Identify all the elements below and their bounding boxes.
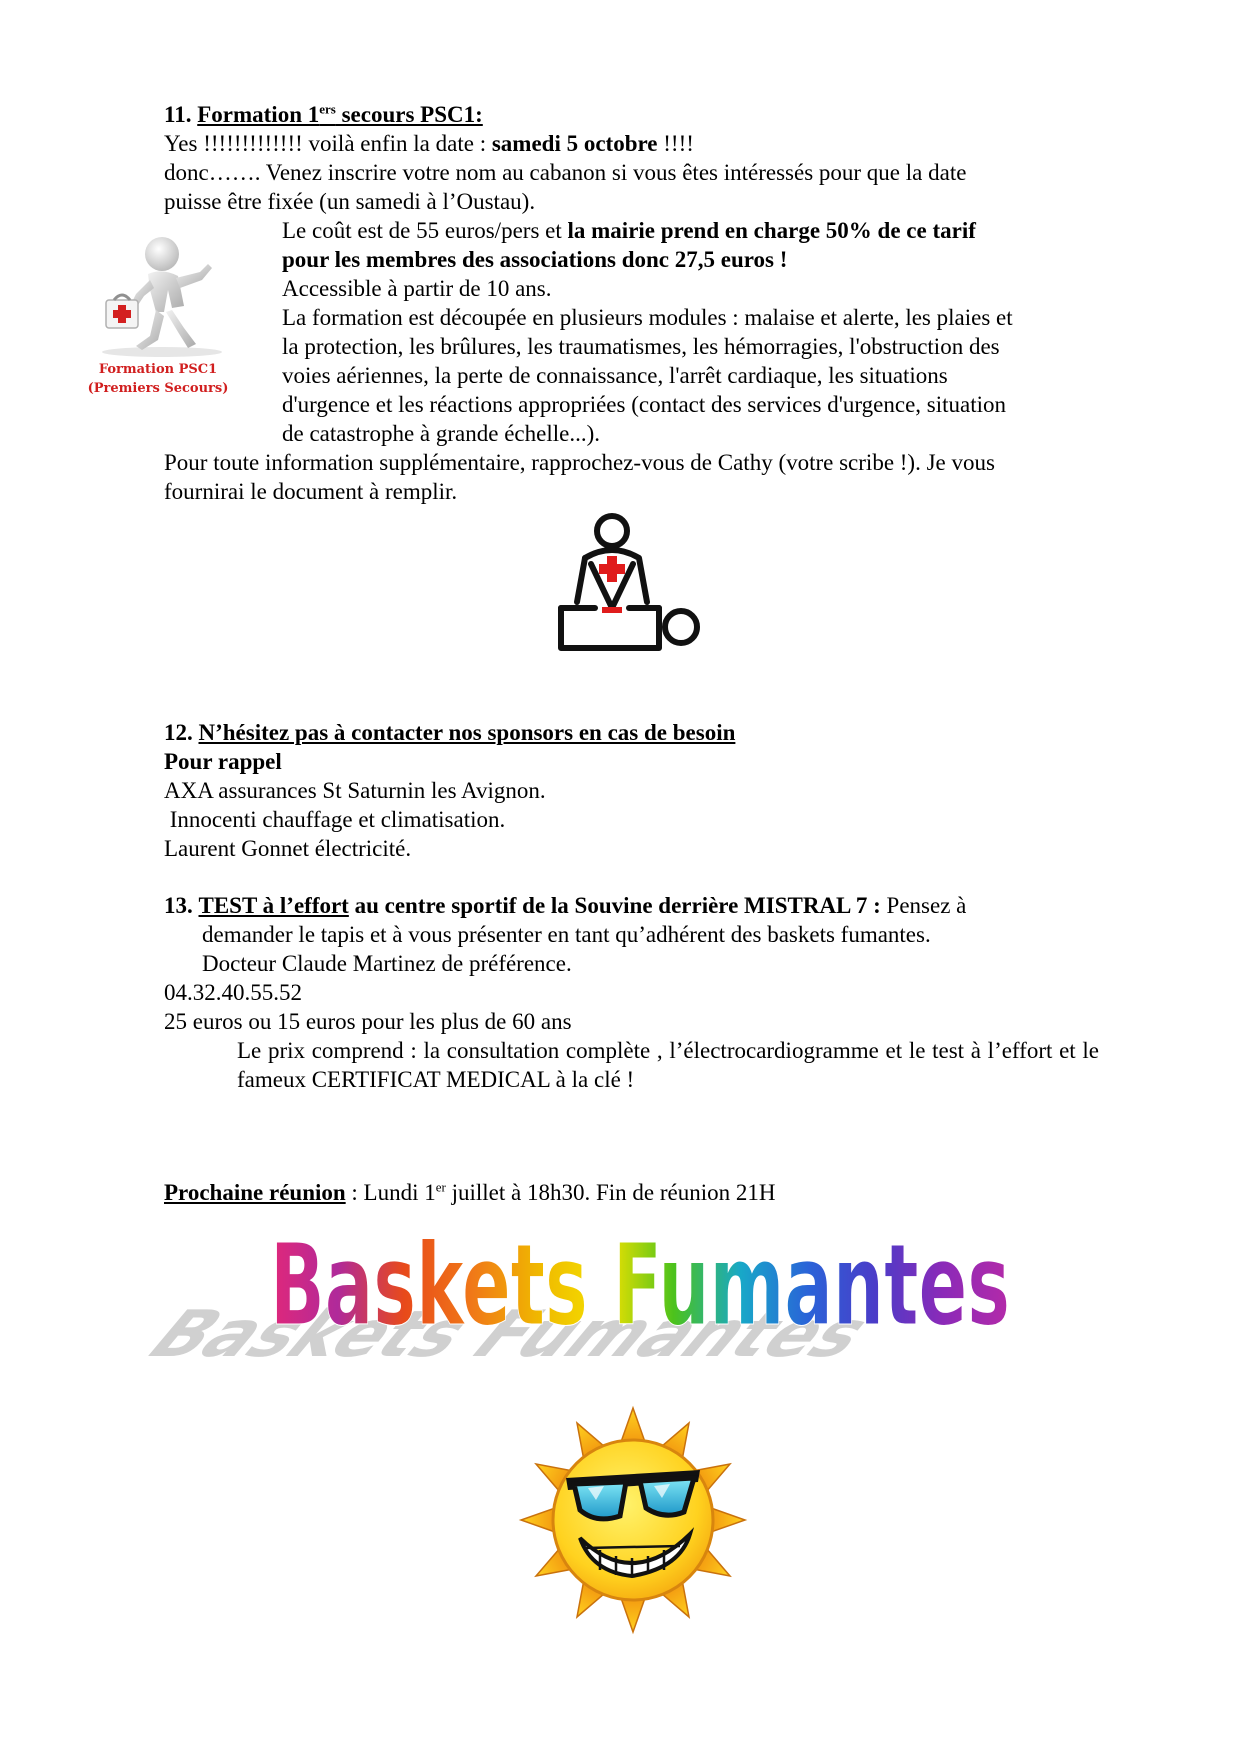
section-13-line1-tail: Pensez à [880,893,967,918]
fixee-line: puisse être fixée (un samedi à l’Oustau). [164,189,536,214]
psc1-logo-label-line2: (Premiers Secours) [87,381,229,396]
baskets-fumantes-banner [128,1220,1060,1372]
section-13-line3: Docteur Claude Martinez de préférence. [202,951,572,976]
cost-bold: la mairie prend en charge 50% de ce tarif [567,218,976,243]
section-11-title-sup: ers [319,101,336,117]
modules-line: la protection, les brûlures, les traumatismes, les hémorragies, l'obstruction des [282,334,1000,359]
cpr-rescuer-icon [555,508,705,656]
section-11-title-part1: Formation 1 [197,102,320,127]
section-11-heading [164,100,483,129]
next-meeting-prefix: : Lundi 1 [345,1180,436,1205]
sponsor-item: AXA assurances St Saturnin les Avignon. [164,778,546,803]
section-12-number: 12. [164,720,193,745]
cost-prefix: Le coût est de 55 euros/pers et [282,218,568,243]
accessible-line: Accessible à partir de 10 ans. [282,276,552,301]
section-11-title-part2: secours PSC1: [335,102,483,127]
next-meeting-sup: er [435,1179,446,1195]
section-13-line2: demander le tapis et à vous présenter en tant qu’adhérent des baskets fumantes. [202,922,931,947]
sponsor-item: Laurent Gonnet électricité. [164,836,412,861]
donc-line: donc……. Venez inscrire votre nom au cabanon si vous êtes intéressés pour que la date [164,160,967,185]
info-line: Pour toute information supplémentaire, rapprochez-vous de Cathy (votre scribe !). Je vous [164,450,995,475]
psc1-logo-label-line1: Formation PSC1 [98,362,218,377]
modules-line: La formation est découpée en plusieurs modules : malaise et alerte, les plaies et [282,305,1013,330]
modules-line: voies aériennes, la perte de connaissance, l'arrêt cardiaque, les situations [282,363,948,388]
section-13-number: 13. [164,893,193,918]
section-12-heading [164,718,735,747]
first-aid-person-icon [92,232,230,358]
modules-line: d'urgence et les réactions appropriées (contact des services d'urgence, situation [282,392,1006,417]
info-line: fournirai le document à remplir. [164,479,458,504]
cost-line-2: pour les membres des associations donc 27,5 euros ! [282,247,788,272]
sun-sunglasses-icon [508,1400,758,1640]
section-11-number: 11. [164,102,192,127]
yes-suffix: !!!! [657,131,694,156]
section-13-title-rest: au centre sportif de la Souvine derrière MISTRAL 7 : [348,893,881,918]
section-12-subtitle: Pour rappel [164,749,282,774]
banner-text: Baskets Fumantes [270,1221,1010,1351]
next-meeting-label: Prochaine réunion [164,1180,346,1205]
banner-shadow: Baskets Fumantes [128,1296,851,1372]
yes-prefix: Yes !!!!!!!!!!!!! voilà enfin la date : [164,131,492,156]
price-line: 25 euros ou 15 euros pour les plus de 60 ans [164,1009,572,1034]
price-includes: Le prix comprend : la consultation complète , l’électrocardiogramme et le test à l’effort et le fameux CERTIFICAT MEDICAL à la clé ! [237,1038,1099,1092]
psc1-logo-label [78,360,238,398]
phone-number: 04.32.40.55.52 [164,980,302,1005]
section-13-title-underlined: TEST à l’effort [198,893,349,918]
next-meeting-line [164,1178,776,1207]
section-11-title [197,102,483,127]
section-11-date-line [164,129,694,158]
cost-line [282,216,976,245]
sponsor-item: Innocenti chauffage et climatisation. [164,807,506,832]
training-date: samedi 5 octobre [491,131,658,156]
section-13-heading [164,891,966,920]
section-12-title: N’hésitez pas à contacter nos sponsors en cas de besoin [198,720,736,745]
modules-line: de catastrophe à grande échelle...). [282,421,600,446]
next-meeting-suffix: juillet à 18h30. Fin de réunion 21H [445,1180,776,1205]
